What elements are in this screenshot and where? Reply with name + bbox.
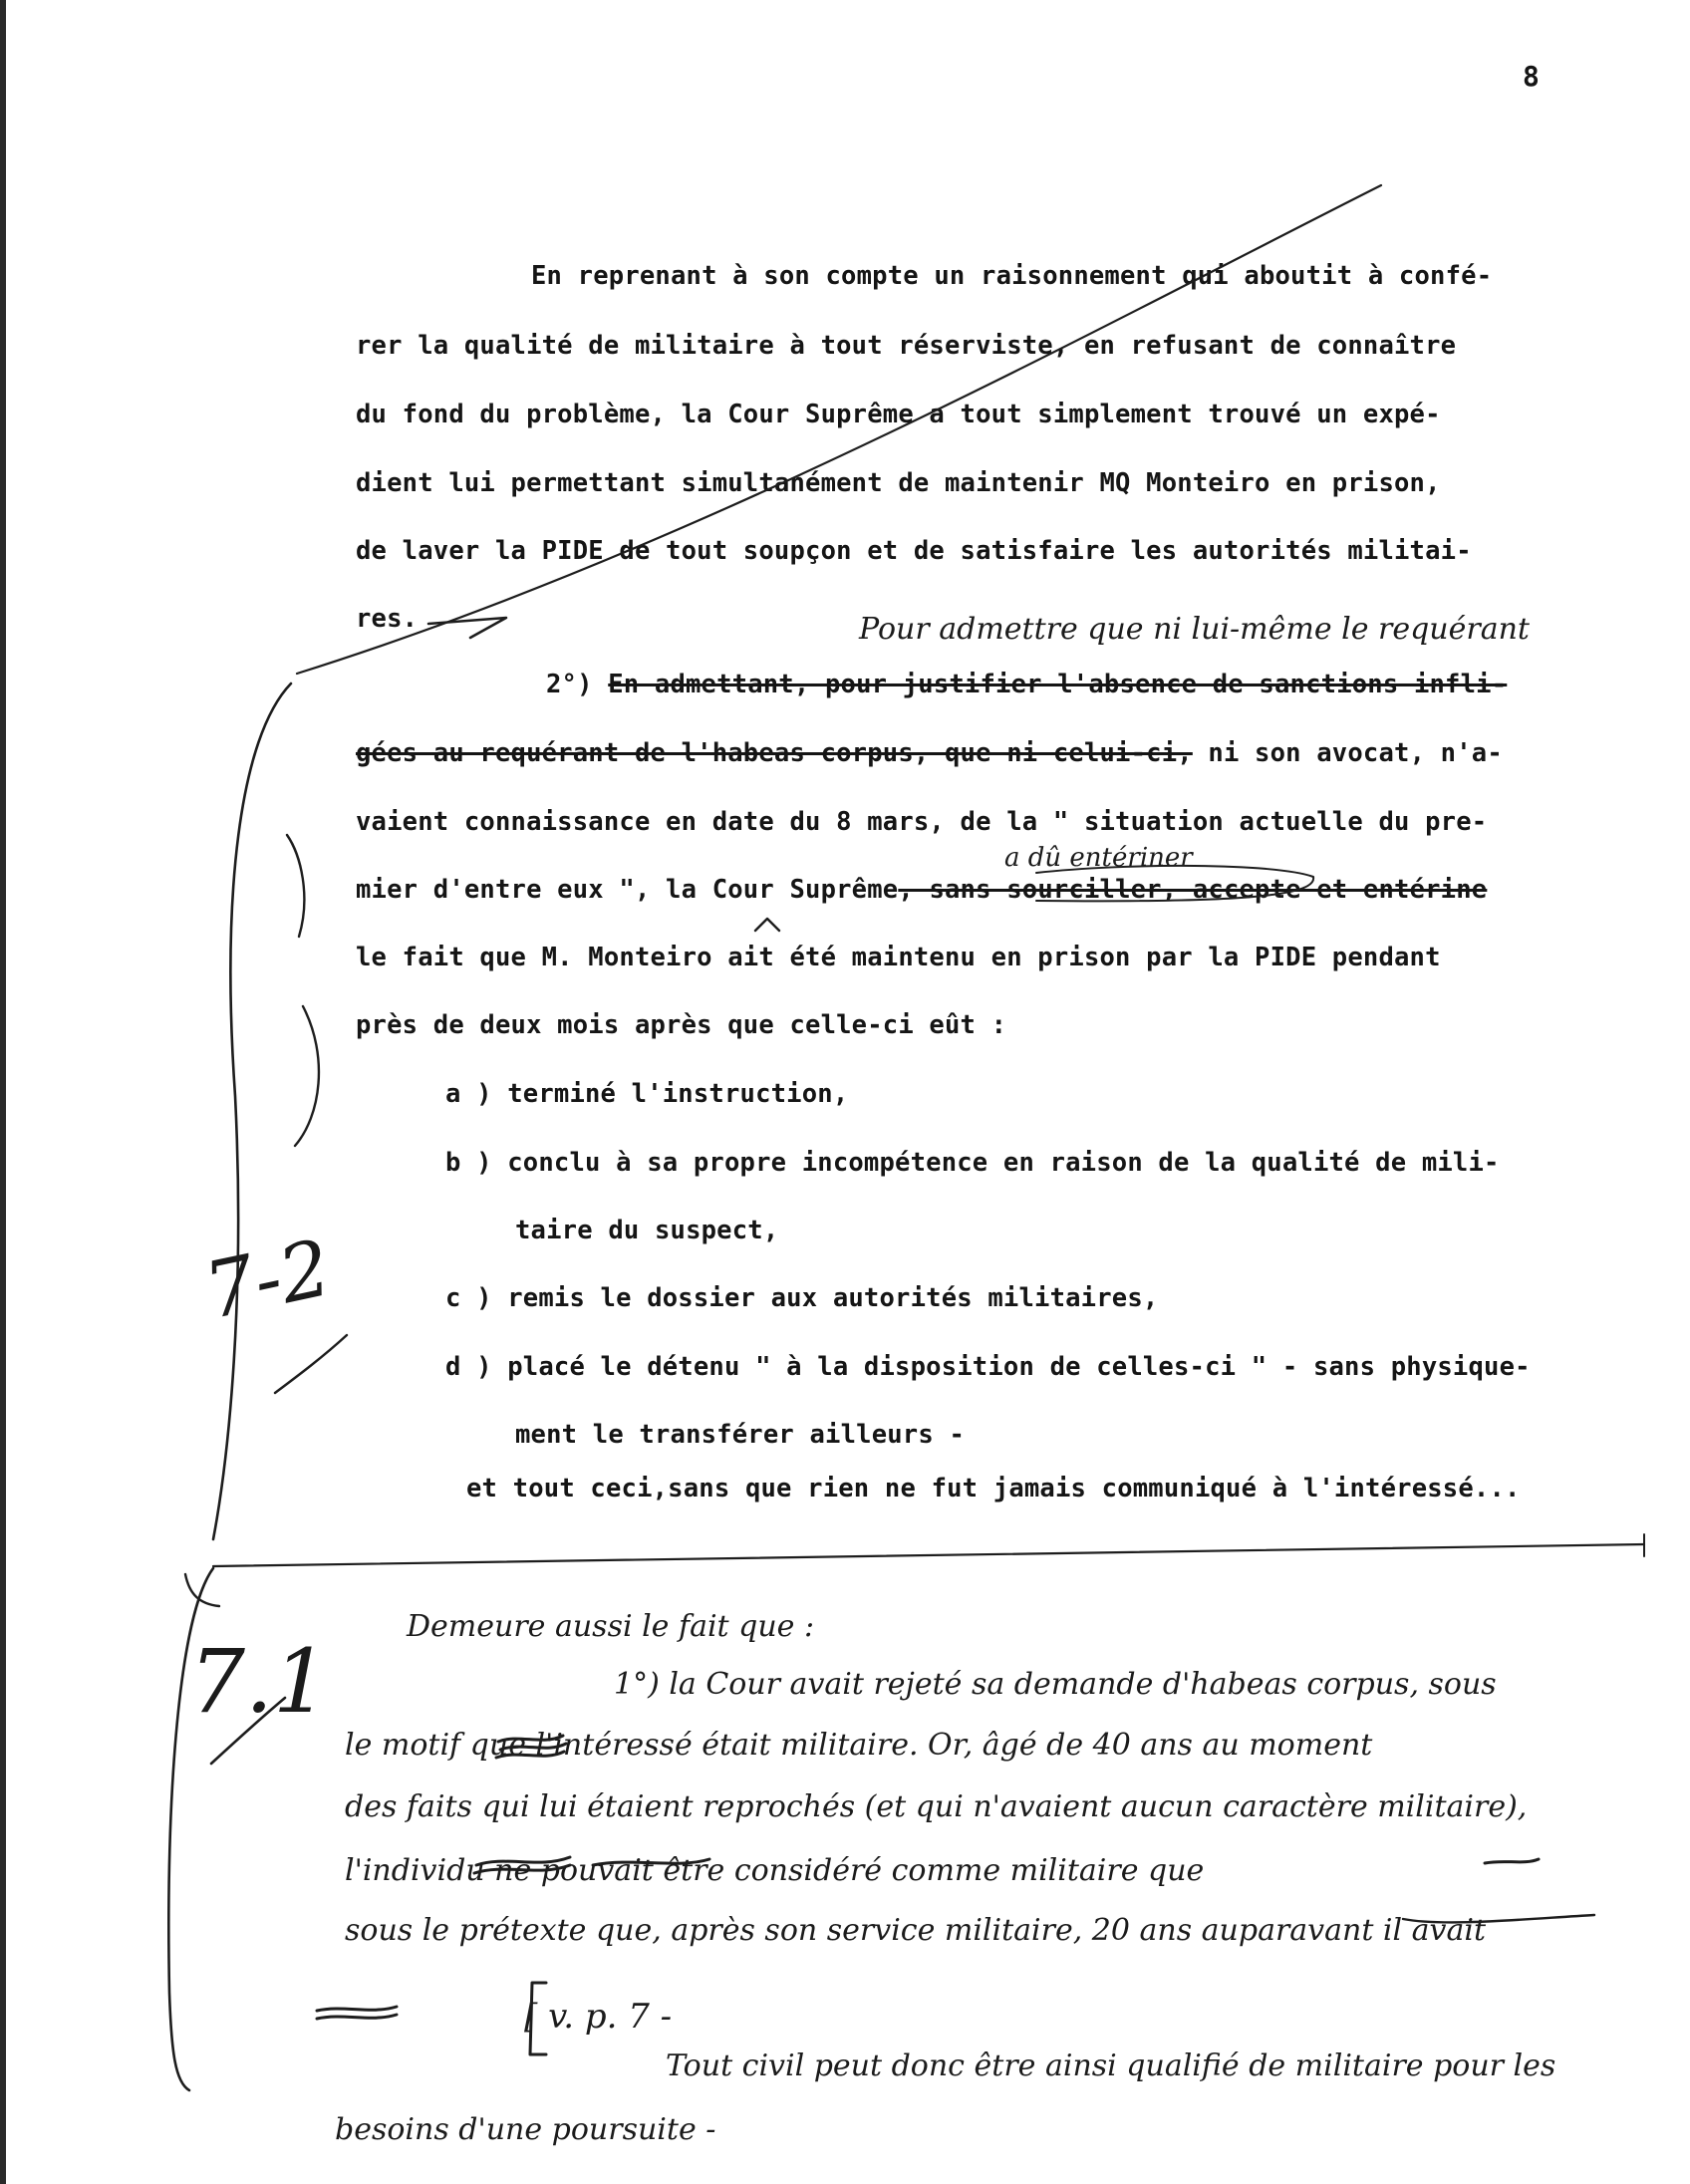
- handwritten-line: sous le prétexte que, après son service militaire, 20 ans auparavant il avait: [345, 1913, 1487, 1948]
- paragraph1-line: du fond du problème, la Cour Suprême a tout simplement trouvé un expé-: [356, 400, 1441, 429]
- scribble: [317, 2007, 397, 2019]
- handwritten-line: l'individu ne pouvait être considéré comme militaire que: [345, 1853, 1205, 1888]
- page-number: 8: [1523, 60, 1540, 93]
- paragraph1-line: dient lui permettant simultanément de maintenir MQ Monteiro en prison,: [356, 468, 1441, 498]
- handwritten-line: Tout civil peut donc être ainsi qualifié de militaire pour les: [666, 2048, 1556, 2083]
- struck-text: , sans sourciller, accepte et entérine: [898, 875, 1488, 905]
- scribble: [496, 1736, 566, 1758]
- list-text: remis le dossier aux autorités militaires,: [507, 1283, 1159, 1313]
- point2-text: ni son avocat, n'a-: [1208, 738, 1503, 768]
- list-label: c ): [445, 1283, 492, 1313]
- handwritten-insertion: a dû entériner: [1004, 843, 1193, 873]
- paragraph1-line: res.: [356, 604, 419, 634]
- point2-line6: près de deux mois après que celle-ci eût :: [356, 1010, 1007, 1040]
- handwritten-line: des faits qui lui étaient reprochés (et qui n'avaient aucun caractère militaire),: [345, 1789, 1528, 1824]
- margin-note-lower: 7.1: [189, 1630, 329, 1733]
- margin-bracket: [213, 683, 291, 1539]
- separator-line: [213, 1544, 1644, 1566]
- list-text: conclu à sa propre incompétence en raison de la qualité de mili-: [507, 1148, 1500, 1178]
- paragraph1-line: rer la qualité de militaire à tout réserviste, en refusant de connaître: [356, 331, 1457, 361]
- handwritten-line: besoins d'une poursuite -: [335, 2112, 716, 2147]
- scribble: [474, 1857, 570, 1873]
- list-label: b ): [445, 1148, 492, 1178]
- handwritten-line: Demeure aussi le fait que :: [407, 1609, 815, 1644]
- arrow-mark: [428, 618, 506, 638]
- scribble: [1485, 1859, 1539, 1863]
- list-label: a ): [445, 1079, 492, 1109]
- list-text: terminé l'instruction,: [507, 1079, 849, 1109]
- handwritten-line: [ v. p. 7 -: [524, 1997, 673, 2037]
- struck-text: gées au requérant de l'habeas corpus, que ni celui-ci,: [356, 738, 1193, 768]
- paragraph1-line: En reprenant à son compte un raisonnement qui aboutit à confé-: [531, 261, 1493, 291]
- paragraph1-line: de laver la PIDE de tout soupçon et de satisfaire les autorités militai-: [356, 536, 1472, 566]
- insertion-line: [297, 185, 1381, 674]
- point2-line5: le fait que M. Monteiro ait été maintenu en prison par la PIDE pendant: [356, 943, 1441, 972]
- struck-text: En admettant, pour justifier l'absence de sanctions infli-: [608, 670, 1508, 699]
- handwritten-line: le motif que l'intéressé était militaire. Or, âgé de 40 ans au moment: [345, 1728, 1373, 1763]
- closing-line: et tout ceci,sans que rien ne fut jamais communiqué à l'intéressé...: [466, 1474, 1521, 1503]
- handwritten-line: 1°) la Cour avait rejeté sa demande d'habeas corpus, sous: [614, 1667, 1497, 1702]
- list-text: taire du suspect,: [515, 1216, 779, 1245]
- point2-number: 2°): [546, 670, 593, 699]
- list-label: d ): [445, 1352, 492, 1382]
- point2-text: mier d'entre eux ", la Cour Suprême: [356, 875, 899, 905]
- scribble: [593, 1859, 709, 1865]
- margin-note-upper: 7-2: [197, 1223, 339, 1338]
- handwritten-insertion: Pour admettre que ni lui-même le requérant: [859, 612, 1530, 647]
- point2-line3: vaient connaissance en date du 8 mars, de la " situation actuelle du pre-: [356, 807, 1488, 837]
- list-text: placé le détenu " à la disposition de celles-ci " - sans physique-: [507, 1352, 1531, 1382]
- list-text: ment le transférer ailleurs -: [515, 1420, 966, 1450]
